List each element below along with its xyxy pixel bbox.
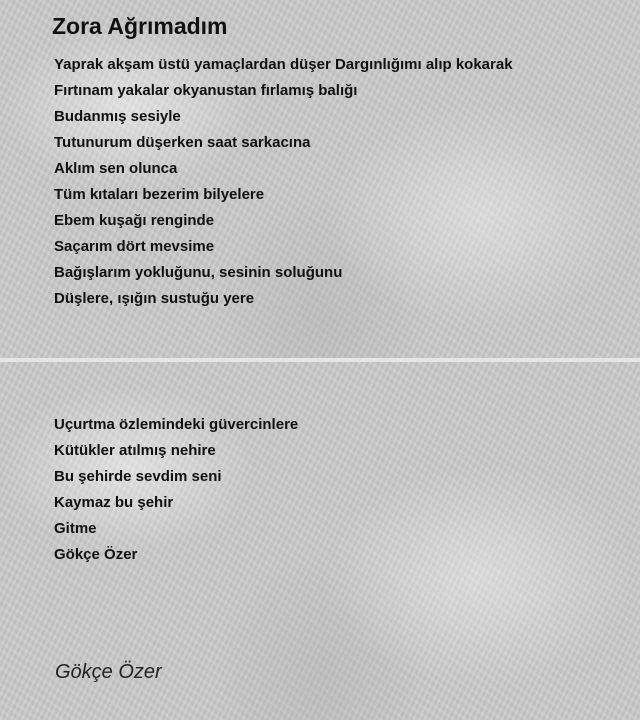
poem-line: Uçurtma özlemindeki güvercinlere xyxy=(54,416,299,433)
poem-line: Bu şehirde sevdim seni xyxy=(54,468,222,485)
poem-line: Tutunurum düşerken saat sarkacına xyxy=(54,134,311,151)
poem-line: Kütükler atılmış nehire xyxy=(54,442,216,459)
author-signature: Gökçe Özer xyxy=(55,661,162,683)
stanza-2 xyxy=(54,412,298,568)
poem-line: Saçarım dört mevsime xyxy=(54,238,215,255)
poem-line: Aklım sen olunca xyxy=(54,160,178,177)
poem-line: Budanmış sesiyle xyxy=(54,108,181,125)
poem-line: Kaymaz bu şehir xyxy=(54,494,174,511)
poem-line: Gökçe Özer xyxy=(54,546,138,563)
poem-line: Yaprak akşam üstü yamaçlardan düşer Dargınlığımı alıp kokarak xyxy=(54,56,513,73)
poem-line: Ebem kuşağı renginde xyxy=(54,212,215,229)
poem-line: Gitme xyxy=(54,520,97,537)
poem-line: Fırtınam yakalar okyanustan fırlamış balığı xyxy=(54,82,358,99)
poem-line: Bağışlarım yokluğunu, sesinin soluğunu xyxy=(54,264,343,281)
poem-line: Düşlere, ışığın sustuğu yere xyxy=(54,290,255,307)
poem-line: Tüm kıtaları bezerim bilyelere xyxy=(54,186,265,203)
stanza-1 xyxy=(54,52,513,312)
poem-title: Zora Ağrımadım xyxy=(52,13,228,39)
